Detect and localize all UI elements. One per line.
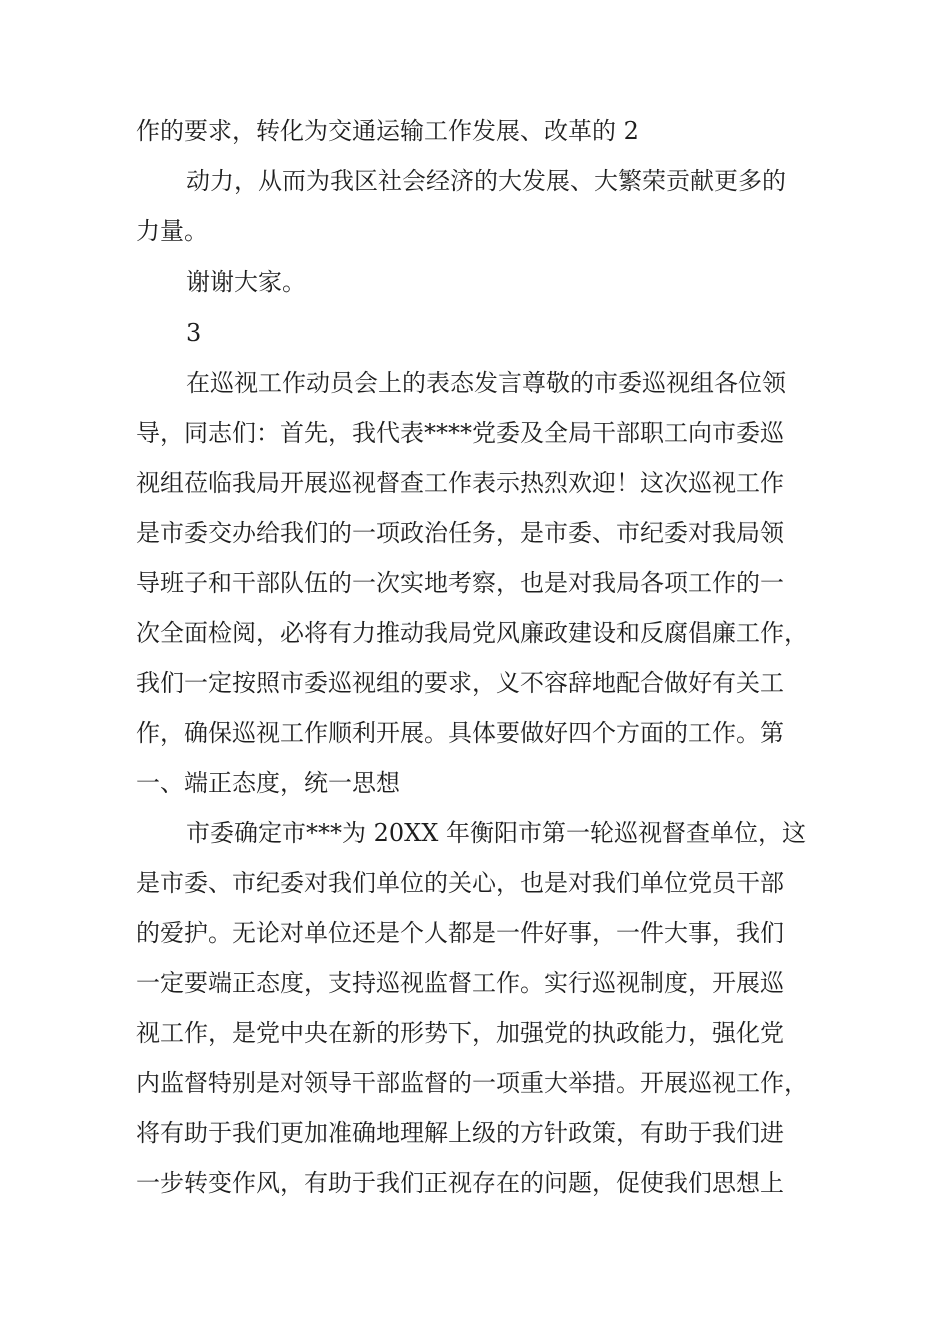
text-line: 是市委交办给我们的一项政治任务，是市委、市纪委对我局领	[136, 519, 784, 547]
text-line: 导班子和干部队伍的一次实地考察，也是对我局各项工作的一	[136, 569, 784, 597]
text-line: 作的要求，转化为交通运输工作发展、改革的 2	[136, 117, 639, 145]
text-line: 谢谢大家。	[186, 268, 306, 296]
text-line: 将有助于我们更加准确地理解上级的方针政策，有助于我们进	[136, 1119, 784, 1147]
text-line: 视工作，是党中央在新的形势下，加强党的执政能力，强化党	[136, 1019, 784, 1047]
page-number: 3	[186, 319, 202, 347]
text-line: 视组莅临我局开展巡视督查工作表示热烈欢迎！这次巡视工作	[136, 469, 784, 497]
text-line: 的爱护。无论对单位还是个人都是一件好事，一件大事，我们	[136, 919, 784, 947]
text-line: 在巡视工作动员会上的表态发言尊敬的市委巡视组各位领	[186, 369, 786, 397]
text-line: 一步转变作风，有助于我们正视存在的问题，促使我们思想上	[136, 1169, 784, 1197]
text-line: 次全面检阅，必将有力推动我局党风廉政建设和反腐倡廉工作，	[136, 619, 808, 647]
section-heading: 一、端正态度，统一思想	[136, 769, 400, 797]
text-line: 力量。	[136, 217, 208, 245]
text-line: 内监督特别是对领导干部监督的一项重大举措。开展巡视工作，	[136, 1069, 808, 1097]
text-line: 市委确定市***为 20XX 年衡阳市第一轮巡视督查单位，这	[186, 819, 806, 847]
text-line: 是市委、市纪委对我们单位的关心，也是对我们单位党员干部	[136, 869, 784, 897]
text-line: 作，确保巡视工作顺利开展。具体要做好四个方面的工作。第	[136, 719, 784, 747]
text-line: 一定要端正态度，支持巡视监督工作。实行巡视制度，开展巡	[136, 969, 784, 997]
text-line: 我们一定按照市委巡视组的要求，义不容辞地配合做好有关工	[136, 669, 784, 697]
text-line: 导，同志们：首先，我代表****党委及全局干部职工向市委巡	[136, 419, 784, 447]
text-line: 动力，从而为我区社会经济的大发展、大繁荣贡献更多的	[186, 167, 786, 195]
